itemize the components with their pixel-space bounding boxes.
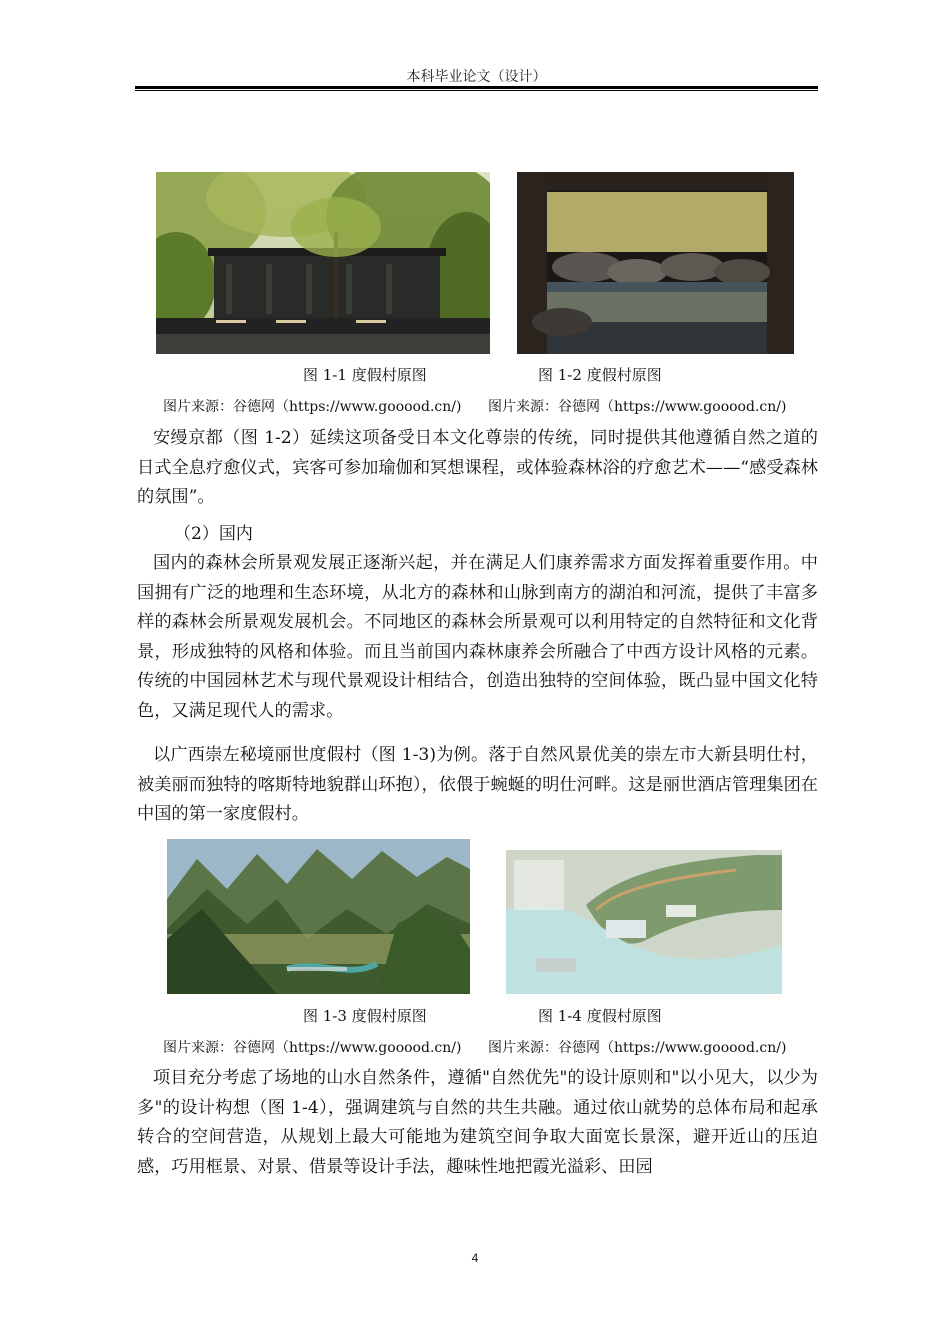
- figure-1-4-caption: 图 1-4 度假村原图: [538, 1007, 662, 1025]
- figure-1-3-caption: 图 1-3 度假村原图: [303, 1007, 427, 1025]
- figure-1-1-caption: 图 1-1 度假村原图: [303, 366, 427, 384]
- figure-1-2-caption: 图 1-2 度假村原图: [538, 366, 662, 384]
- figure-source-3: 图片来源：谷德网（https://www.gooood.cn/): [163, 1040, 462, 1056]
- page-header-title: 本科毕业论文（设计）: [406, 69, 547, 85]
- figure-source-1: 图片来源：谷德网（https://www.gooood.cn/): [163, 399, 462, 415]
- page-number: 4: [471, 1251, 479, 1265]
- paragraph-alila-resort: 以广西崇左秘境丽世度假村（图 1-3)为例。落于自然风景优美的崇左市大新县明仕村，被美丽而独特的喀斯特地貌群山环抱），依偎于蜿蜒的明仕河畔。这是丽世酒店管理集团在中国的第一家度假村。: [137, 745, 818, 824]
- figure-source-2: 图片来源：谷德网（https://www.gooood.cn/): [488, 399, 787, 415]
- figure-source-4: 图片来源：谷德网（https://www.gooood.cn/): [488, 1040, 787, 1056]
- paragraph-design-principles: 项目充分考虑了场地的山水自然条件，遵循"自然优先"的设计原则和"以小见大，以少为多"的设计构想（图 1-4），强调建筑与自然的共生共融。通过依山就势的总体布局和起承转合的空间营造，从规划上最大可能地为建筑空间争取大面宽长景深，避开近山的压迫感，巧用框景、对景、借景等设计手法，趣味性地把霞光溢彩、田园: [137, 1068, 818, 1177]
- section-heading-domestic: （2）国内: [174, 524, 253, 544]
- figure-1-2-image: [517, 172, 794, 354]
- figure-1-1-image: [156, 172, 490, 354]
- paragraph-aman-kyoto: 安缦京都（图 1-2）延续这项备受日本文化尊崇的传统，同时提供其他遵循自然之道的日式全息疗愈仪式，宾客可参加瑜伽和冥想课程，或体验森林浴的疗愈艺术——“感受森林的氛围”。: [137, 428, 818, 507]
- figure-1-3-image: [167, 839, 470, 994]
- paragraph-domestic-overview: 国内的森林会所景观发展正逐渐兴起，并在满足人们康养需求方面发挥着重要作用。中国拥有广泛的地理和生态环境，从北方的森林和山脉到南方的湖泊和河流，提供了丰富多样的森林会所景观发展机会。不同地区的森林会所景观可以利用特定的自然特征和文化背景，形成独特的风格和体验。而且当前国内森林康养会所融合了中西方设计风格的元素。传统的中国园林艺术与现代景观设计相结合，创造出独特的空间体验，既凸显中国文化特色，又满足现代人的需求。: [137, 553, 818, 721]
- header-rule: [135, 86, 818, 89]
- header-rule-thin: [135, 90, 818, 91]
- figure-1-4-image: [506, 850, 782, 994]
